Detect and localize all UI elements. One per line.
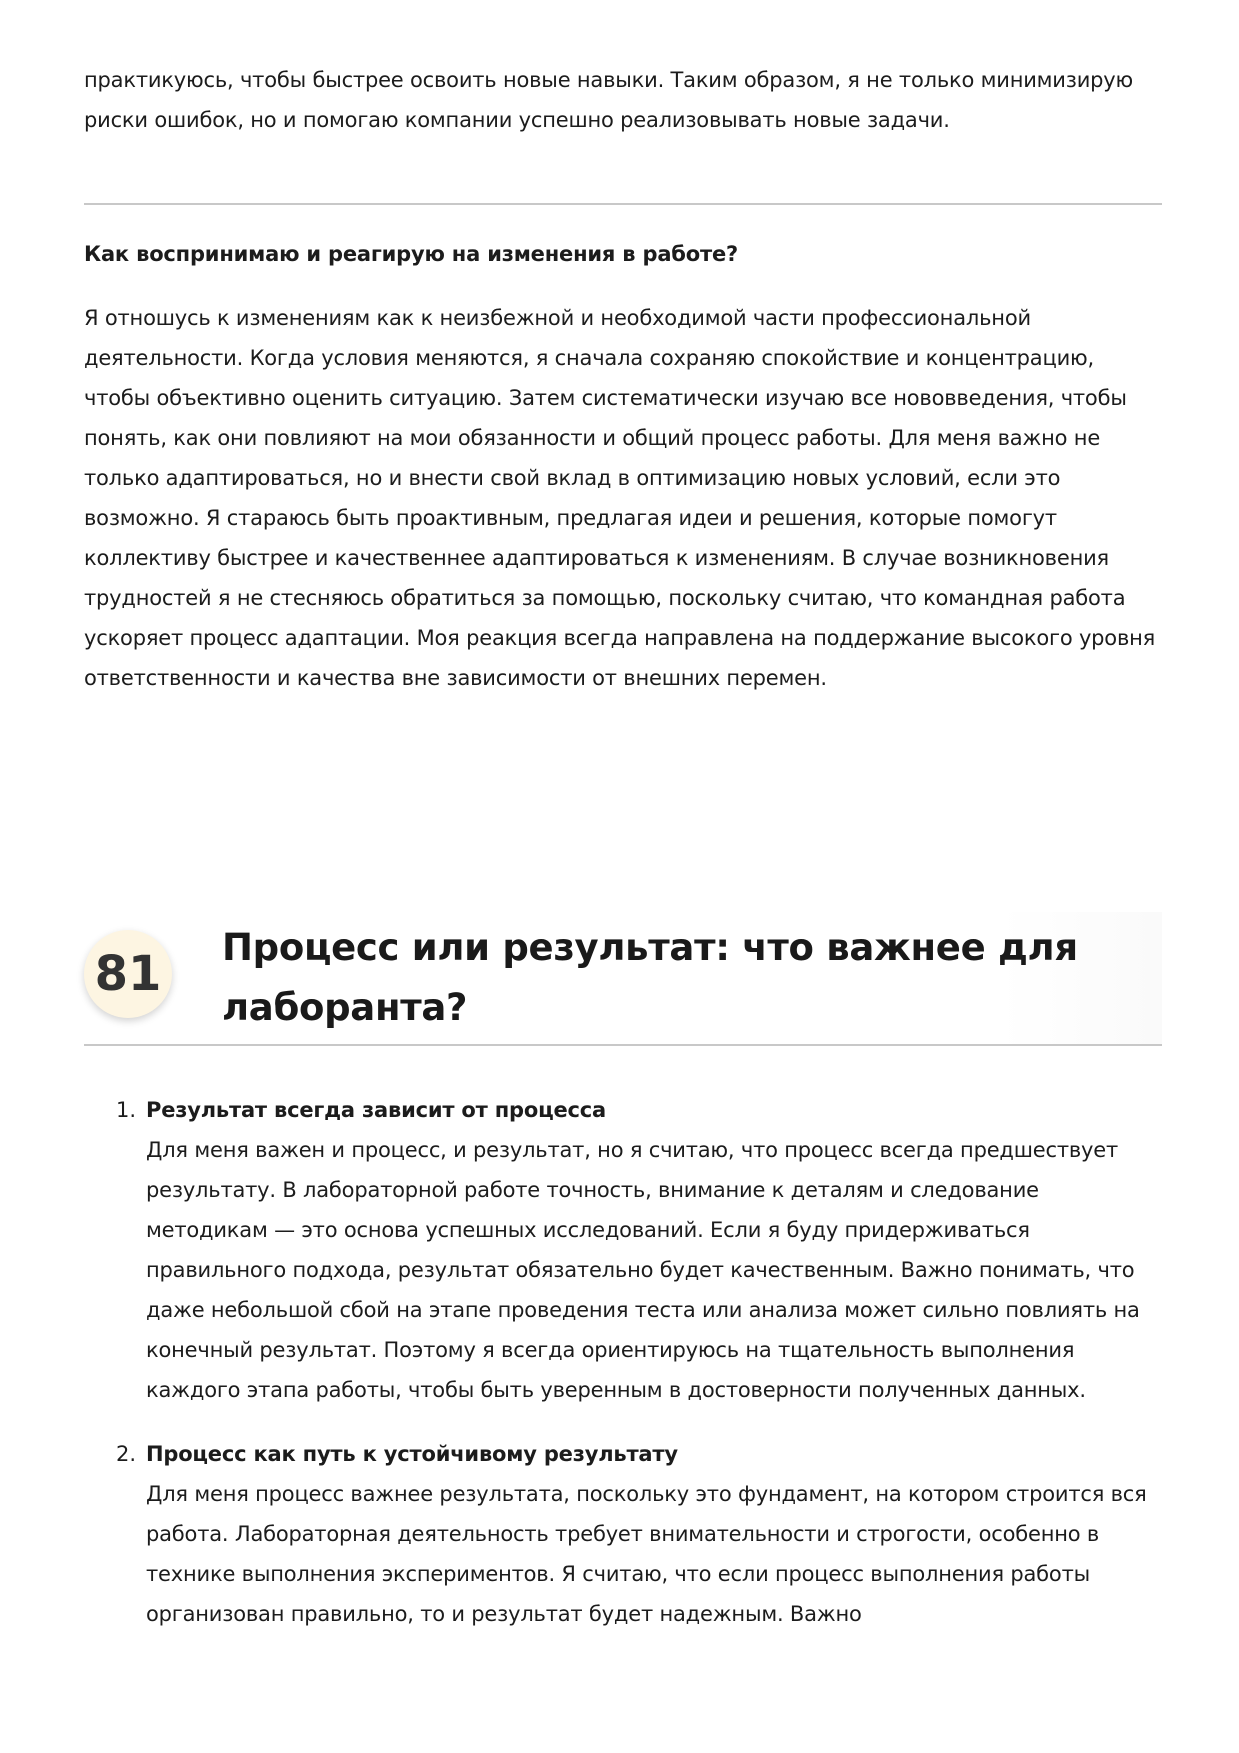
section-header bbox=[84, 912, 1162, 1044]
list-item-number: 1. bbox=[116, 1098, 137, 1122]
list-item-number: 2. bbox=[116, 1442, 137, 1466]
divider bbox=[84, 203, 1162, 205]
list-item-body: Для меня важен и процесс, и результат, но я считаю, что процесс всегда предшествует результату. В лабораторной работе точность, внимание к деталям и следование методикам — это основа успешных исследований. Если я буду придерживаться правильного подхода, результат обязательно будет качественным. Важно понимать, что даже небольшой сбой на этапе проведения теста или анализа может сильно повлиять на конечный результат. Поэтому я всегда ориентируюсь на тщательность выполнения каждого этапа работы, чтобы быть уверенным в достоверности полученных данных. bbox=[146, 1138, 1140, 1402]
answer-paragraph: Я отношусь к изменениям как к неизбежной и необходимой части профессиональной деятельности. Когда условия меняются, я сначала сохраняю спокойствие и концентрацию, чтобы объективно оценить ситуацию. Затем систематически изучаю все нововведения, чтобы понять, как они повлияют на мои обязанности и общий процесс работы. Для меня важно не только адаптироваться, но и внести свой вклад в оптимизацию новых условий, если это возможно. Я стараюсь быть проактивным, предлагая идеи и решения, которые помогут коллективу быстрее и качественнее адаптироваться к изменениям. В случае возникновения трудностей я не стесняюсь обратиться за помощью, поскольку считаю, что командная работа ускоряет процесс адаптации. Моя реакция всегда направлена на поддержание высокого уровня ответственности и качества вне зависимости от внешних перемен. bbox=[84, 306, 1156, 690]
intro-paragraph: практикуюсь, чтобы быстрее освоить новые навыки. Таким образом, я не только минимизирую риски ошибок, но и помогаю компании успешно реализовывать новые задачи. bbox=[84, 68, 1134, 132]
section-divider bbox=[84, 1044, 1162, 1046]
section-title: Процесс или результат: что важнее для лаборанта? bbox=[222, 926, 1078, 1029]
list-item bbox=[84, 1434, 1162, 1634]
list-item-heading: Результат всегда зависит от процесса bbox=[146, 1098, 606, 1122]
list-item bbox=[84, 1090, 1162, 1410]
section-number-badge: 81 bbox=[84, 930, 172, 1018]
numbered-list bbox=[84, 1090, 1162, 1634]
list-item-heading: Процесс как путь к устойчивому результату bbox=[146, 1442, 678, 1466]
question-heading: Как воспринимаю и реагирую на изменения в работе? bbox=[84, 242, 738, 266]
list-item-body: Для меня процесс важнее результата, поскольку это фундамент, на котором строится вся работа. Лабораторная деятельность требует внимательности и строгости, особенно в технике выполнения экспериментов. Я считаю, что если процесс выполнения работы организован правильно, то и результат будет надежным. Важно bbox=[146, 1482, 1147, 1626]
